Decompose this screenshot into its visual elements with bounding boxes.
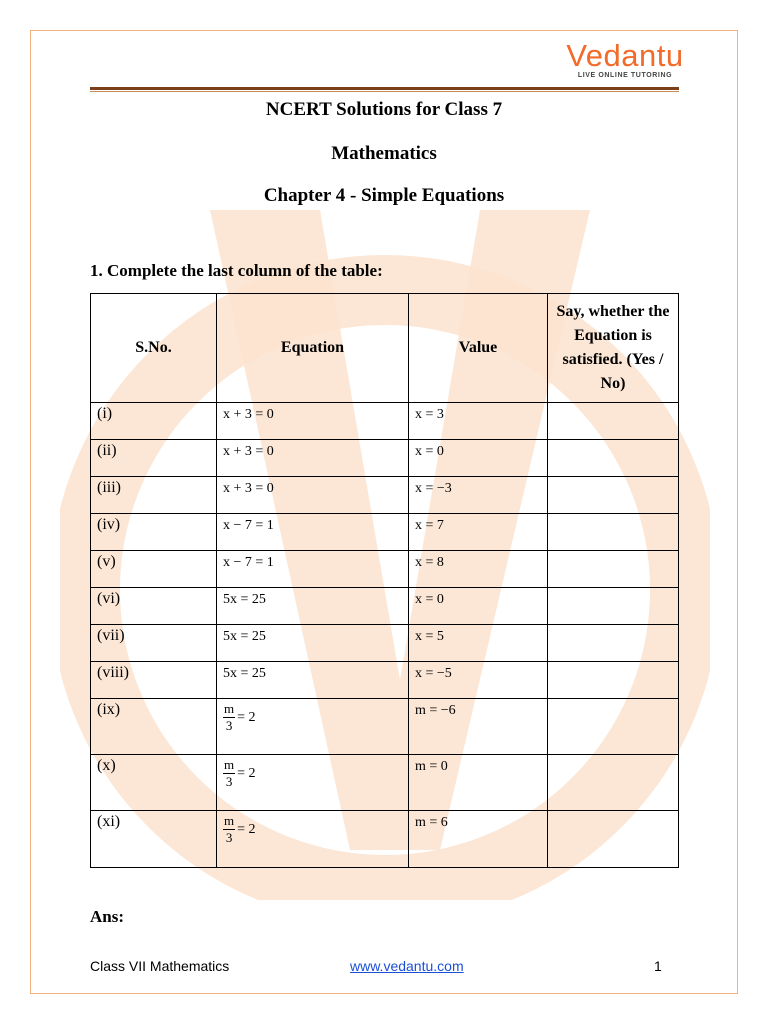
equation-text: x + 3 = 0 (223, 444, 274, 459)
cell-value (409, 551, 548, 588)
cell-sno: (i) (91, 403, 217, 440)
subject-title: Mathematics (331, 143, 437, 164)
logo-tagline: LIVE ONLINE TUTORING (577, 72, 673, 79)
value-text: x = −3 (415, 481, 452, 496)
cell-equation (217, 588, 409, 625)
frac-numerator: m (224, 701, 235, 716)
cell-value (409, 625, 548, 662)
cell-equation (217, 440, 409, 477)
cell-equation (217, 625, 409, 662)
value-text: x = 0 (415, 444, 444, 459)
equation-text: x + 3 = 0 (223, 407, 274, 422)
cell-equation (217, 811, 409, 868)
equation-table (90, 293, 679, 868)
table-row (91, 514, 679, 551)
header-rule (90, 87, 679, 90)
frac-denominator: 3 (225, 774, 233, 789)
equation-text: x + 3 = 0 (223, 481, 274, 496)
cell-answer[interactable] (548, 699, 679, 755)
cell-answer[interactable] (548, 811, 679, 868)
cell-answer[interactable] (548, 755, 679, 811)
table-row (91, 662, 679, 699)
cell-equation (217, 403, 409, 440)
doc-title: NCERT Solutions for Class 7 (265, 99, 503, 120)
table-row (91, 755, 679, 811)
equation-text: x − 7 = 1 (223, 518, 274, 533)
table-row (91, 403, 679, 440)
cell-sno: (x) (91, 755, 217, 811)
cell-value (409, 588, 548, 625)
value-text: x = 5 (415, 629, 444, 644)
cell-value (409, 477, 548, 514)
cell-equation (217, 477, 409, 514)
cell-answer[interactable] (548, 625, 679, 662)
table-row (91, 625, 679, 662)
header-equation: Equation (217, 294, 409, 403)
cell-value (409, 662, 548, 699)
footer-website-link[interactable]: www.vedantu.com (350, 958, 464, 974)
frac-numerator: m (224, 757, 235, 772)
cell-sno: (vii) (91, 625, 217, 662)
footer-class-label: Class VII Mathematics (90, 958, 230, 974)
frac-denominator: 3 (225, 718, 233, 733)
cell-sno: (xi) (91, 811, 217, 868)
table-row (91, 699, 679, 755)
table-row (91, 477, 679, 514)
value-text: m = −6 (415, 703, 456, 718)
cell-answer[interactable] (548, 477, 679, 514)
cell-sno: (ii) (91, 440, 217, 477)
cell-answer[interactable] (548, 514, 679, 551)
equation-text: 5x = 25 (223, 592, 266, 607)
cell-sno: (v) (91, 551, 217, 588)
table-row (91, 440, 679, 477)
vedantu-logo[interactable] (565, 38, 685, 79)
cell-answer[interactable] (548, 662, 679, 699)
equation-rest: = 2 (237, 766, 256, 782)
frac-denominator: 3 (225, 830, 233, 845)
cell-sno: (iv) (91, 514, 217, 551)
header-satisfied: Say, whether the Equation is satisfied. (Yes / No) (548, 294, 679, 403)
cell-sno: (vi) (91, 588, 217, 625)
cell-value (409, 403, 548, 440)
fraction (223, 701, 235, 734)
cell-value (409, 440, 548, 477)
value-text: x = 8 (415, 555, 444, 570)
cell-equation (217, 514, 409, 551)
cell-answer[interactable] (548, 588, 679, 625)
cell-value (409, 755, 548, 811)
cell-equation (217, 699, 409, 755)
equation-rest: = 2 (237, 710, 256, 726)
frac-numerator: m (224, 813, 235, 828)
table-row (91, 811, 679, 868)
cell-sno: (iii) (91, 477, 217, 514)
cell-answer[interactable] (548, 440, 679, 477)
value-text: x = 0 (415, 592, 444, 607)
equation-text: 5x = 25 (223, 666, 266, 681)
value-text: x = −5 (415, 666, 452, 681)
cell-answer[interactable] (548, 403, 679, 440)
cell-value (409, 514, 548, 551)
fraction (223, 757, 235, 790)
cell-equation (217, 755, 409, 811)
equation-rest: = 2 (237, 822, 256, 838)
header-rule-thin (90, 91, 679, 92)
table-row (91, 551, 679, 588)
answer-label: Ans: (90, 907, 125, 926)
value-text: x = 3 (415, 407, 444, 422)
equation-text: 5x = 25 (223, 629, 266, 644)
value-text: m = 6 (415, 815, 448, 830)
cell-equation (217, 551, 409, 588)
fraction (223, 813, 235, 846)
cell-sno: (viii) (91, 662, 217, 699)
logo-brand: Vedantu (566, 38, 684, 73)
question-text: 1. Complete the last column of the table: (90, 261, 383, 280)
cell-value (409, 699, 548, 755)
cell-value (409, 811, 548, 868)
cell-equation (217, 662, 409, 699)
header-sno: S.No. (91, 294, 217, 403)
equation-text: x − 7 = 1 (223, 555, 274, 570)
header-value: Value (409, 294, 548, 403)
cell-sno: (ix) (91, 699, 217, 755)
cell-answer[interactable] (548, 551, 679, 588)
chapter-title: Chapter 4 - Simple Equations (263, 185, 505, 206)
value-text: x = 7 (415, 518, 444, 533)
page-number: 1 (654, 958, 662, 974)
table-row (91, 588, 679, 625)
value-text: m = 0 (415, 759, 448, 774)
